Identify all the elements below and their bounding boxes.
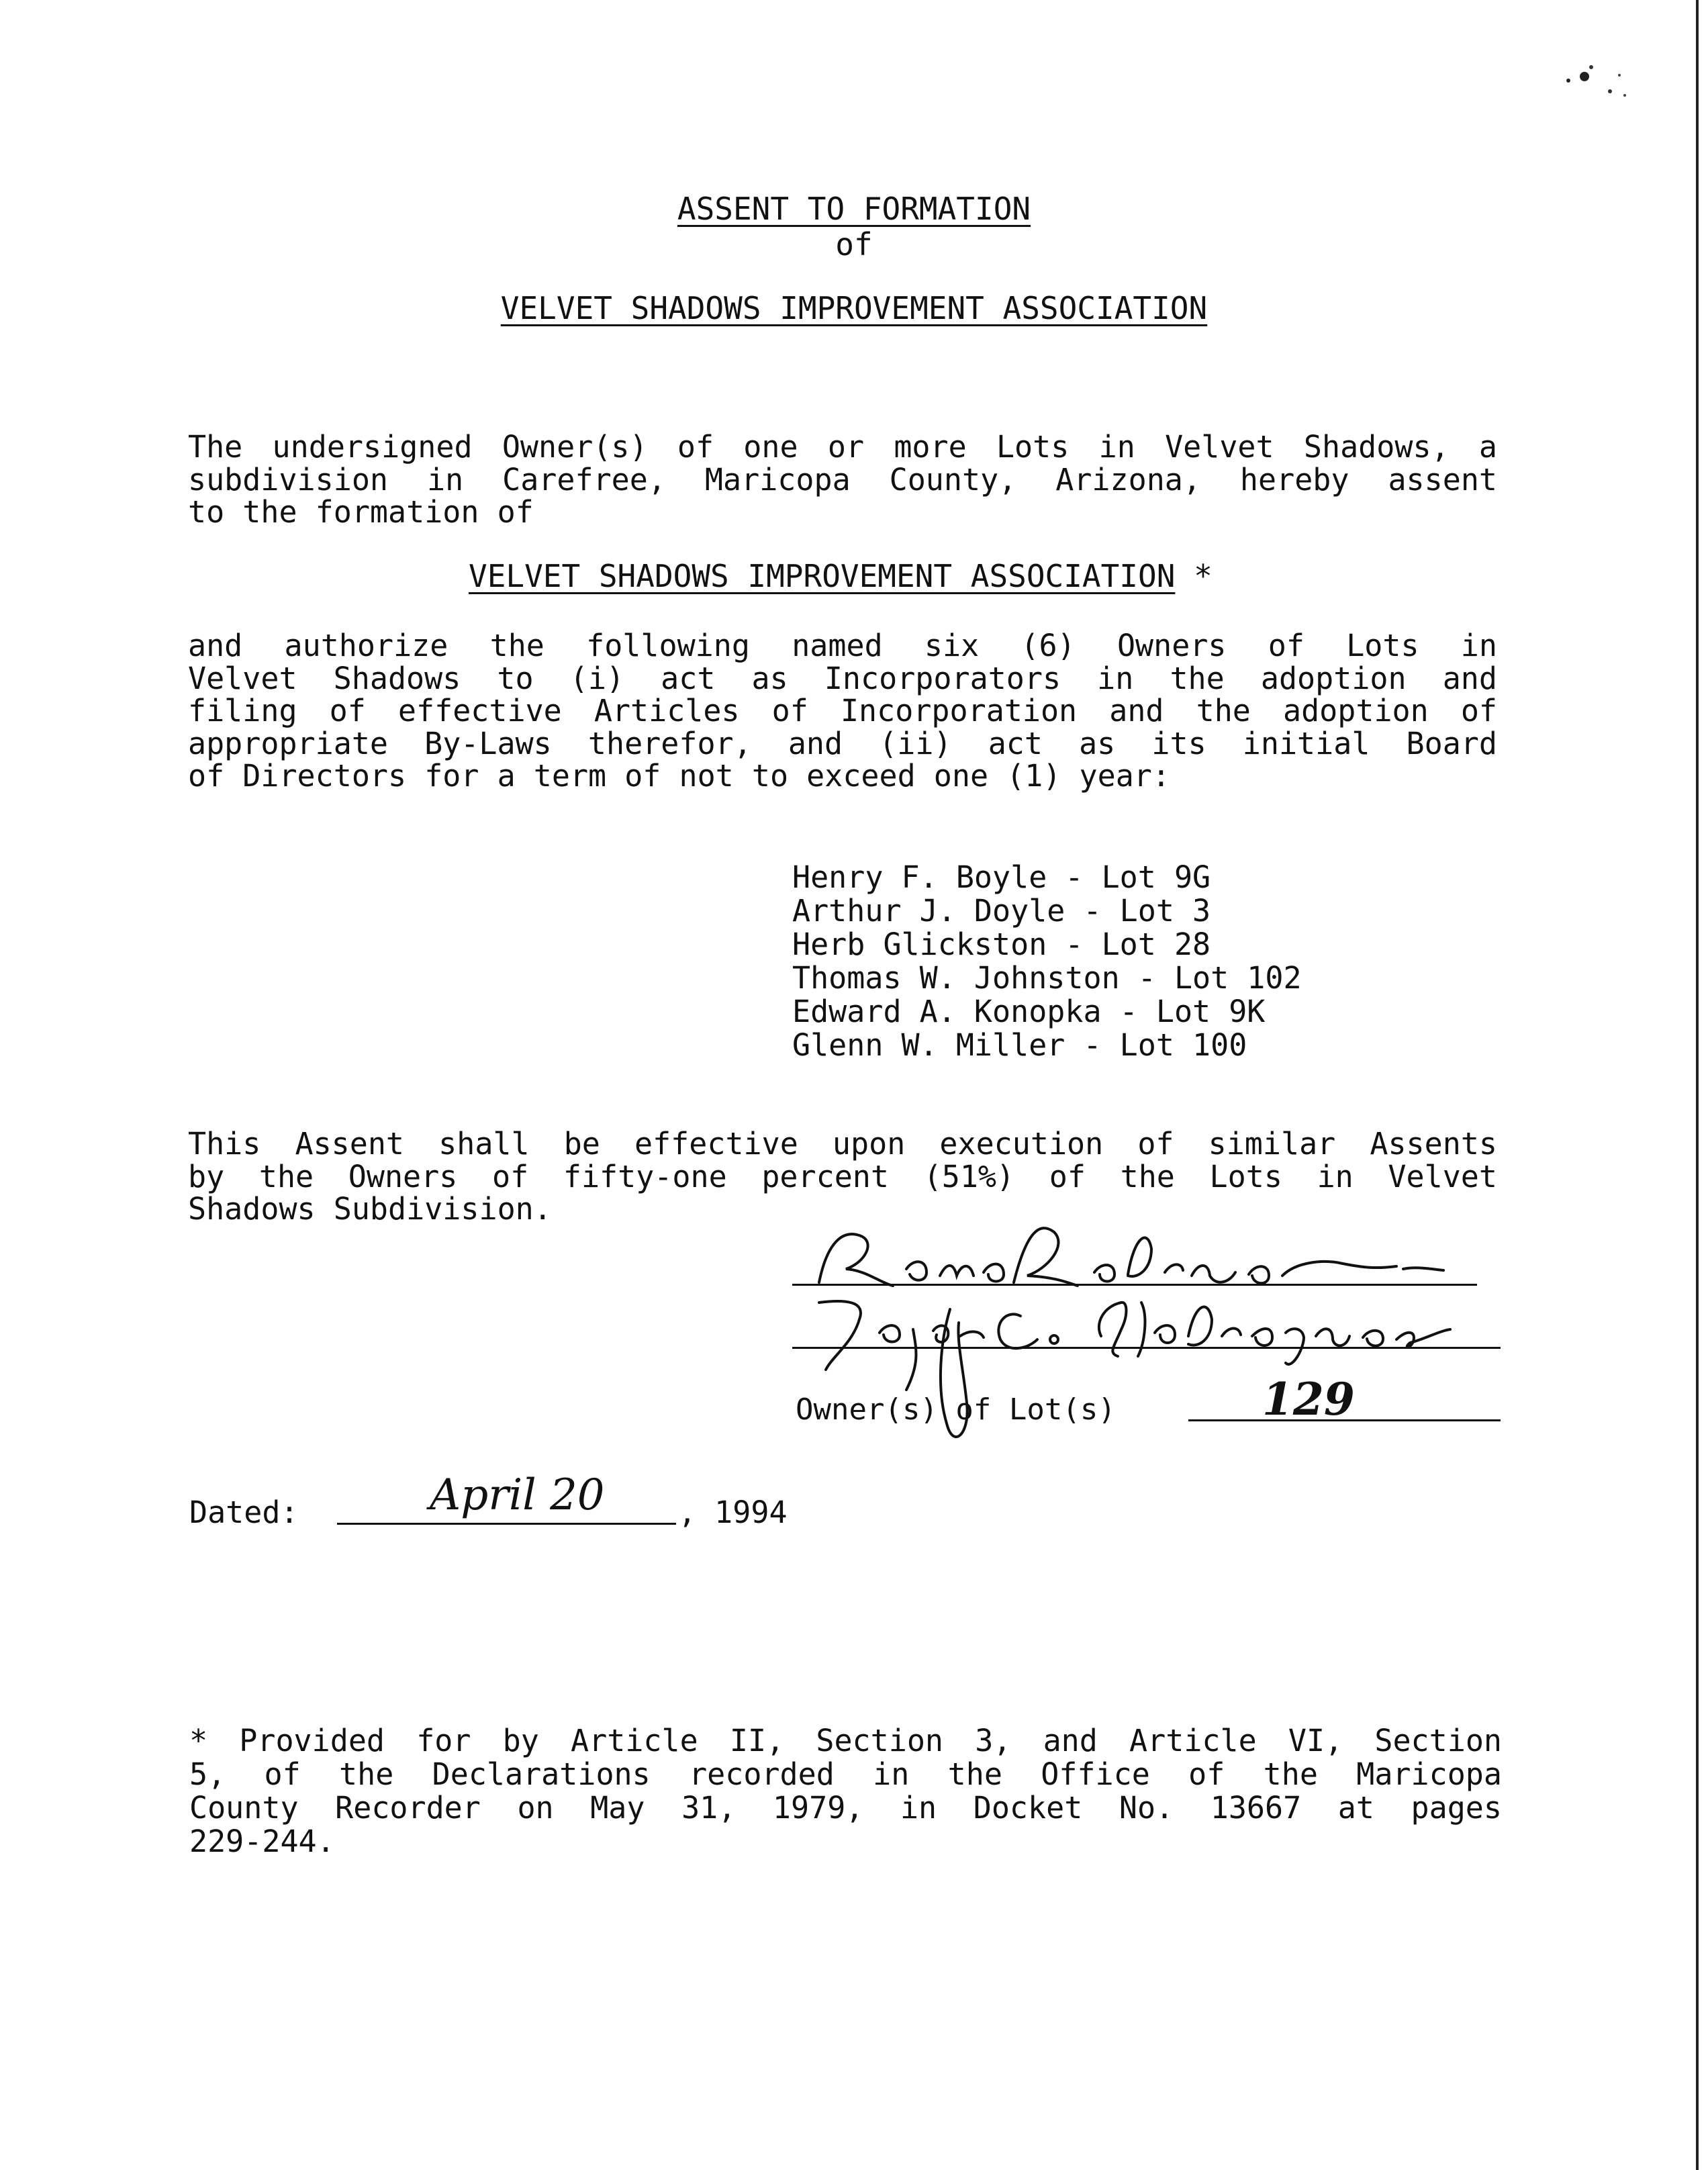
association-heading-text: VELVET SHADOWS IMPROVEMENT ASSOCIATION <box>500 290 1208 326</box>
handwritten-signature-2 <box>806 1289 1517 1464</box>
incorporator-entry: Edward A. Konopka - Lot 9K <box>792 994 1266 1029</box>
association-heading <box>0 291 1708 326</box>
incorporator-entry: Arthur J. Doyle - Lot 3 <box>792 893 1211 929</box>
owner-lot-value: 129 <box>1262 1373 1355 1425</box>
intro-paragraph <box>188 431 1497 529</box>
title-of <box>0 227 1708 262</box>
dated-label: Dated: <box>189 1495 299 1530</box>
authorize-line: of Directors for a term of not to exceed one (1) year: <box>188 758 1170 794</box>
authorize-line: appropriate By-Laws therefor, and (ii) act as its initial Board <box>188 725 1497 761</box>
scan-specks <box>1544 40 1678 121</box>
footnote-line: * Provided for by Article II, Section 3, and Article VI, Section <box>189 1723 1502 1758</box>
incorporator-entry: Herb Glickston - Lot 28 <box>792 927 1211 962</box>
intro-line: The undersigned Owner(s) of one or more Lots in Velvet Shadows, a <box>188 429 1497 465</box>
dated-value: April 20 <box>430 1470 605 1520</box>
incorporator-entry: Glenn W. Miller - Lot 100 <box>792 1027 1247 1063</box>
intro-line: subdivision in Carefree, Maricopa County, Arizona, hereby assent <box>188 461 1497 498</box>
owner-lot-label: Owner(s) of Lot(s) <box>796 1393 1116 1427</box>
title-of-text: of <box>835 226 873 263</box>
effective-line: Shadows Subdivision. <box>188 1191 552 1227</box>
authorize-line: and authorize the following named six (6) Owners of Lots in <box>188 628 1497 663</box>
authorize-paragraph <box>188 630 1497 793</box>
title-text: ASSENT TO FORMATION <box>677 191 1031 227</box>
footnote-mark: * <box>1175 558 1213 594</box>
dated-year: , 1994 <box>678 1495 788 1530</box>
effective-line: This Assent shall be effective upon execution of similar Assents <box>188 1126 1497 1162</box>
intro-line: to the formation of <box>188 494 534 530</box>
incorporator-entry: Henry F. Boyle - Lot 9G <box>792 859 1211 895</box>
effective-line: by the Owners of fifty-one percent (51%) of the Lots in Velvet <box>188 1158 1497 1194</box>
document-title <box>0 191 1708 226</box>
incorporator-entry: Thomas W. Johnston - Lot 102 <box>792 960 1302 996</box>
footnote-line: 5, of the Declarations recorded in the Office of the Maricopa <box>189 1756 1502 1792</box>
authorize-line: filing of effective Articles of Incorporation and the adoption of <box>188 693 1497 728</box>
handwritten-signature-1 <box>812 1222 1457 1296</box>
effective-paragraph <box>188 1128 1497 1226</box>
incorporators-list <box>792 861 1302 1062</box>
footnote-line: 229-244. <box>189 1824 335 1859</box>
footnote <box>189 1724 1502 1858</box>
association-name-repeat <box>469 559 1213 594</box>
association-name: VELVET SHADOWS IMPROVEMENT ASSOCIATION <box>469 558 1176 594</box>
dated-line <box>337 1523 676 1525</box>
authorize-line: Velvet Shadows to (i) act as Incorporators in the adoption and <box>188 660 1497 696</box>
footnote-line: County Recorder on May 31, 1979, in Docket No. 13667 at pages <box>189 1790 1502 1826</box>
